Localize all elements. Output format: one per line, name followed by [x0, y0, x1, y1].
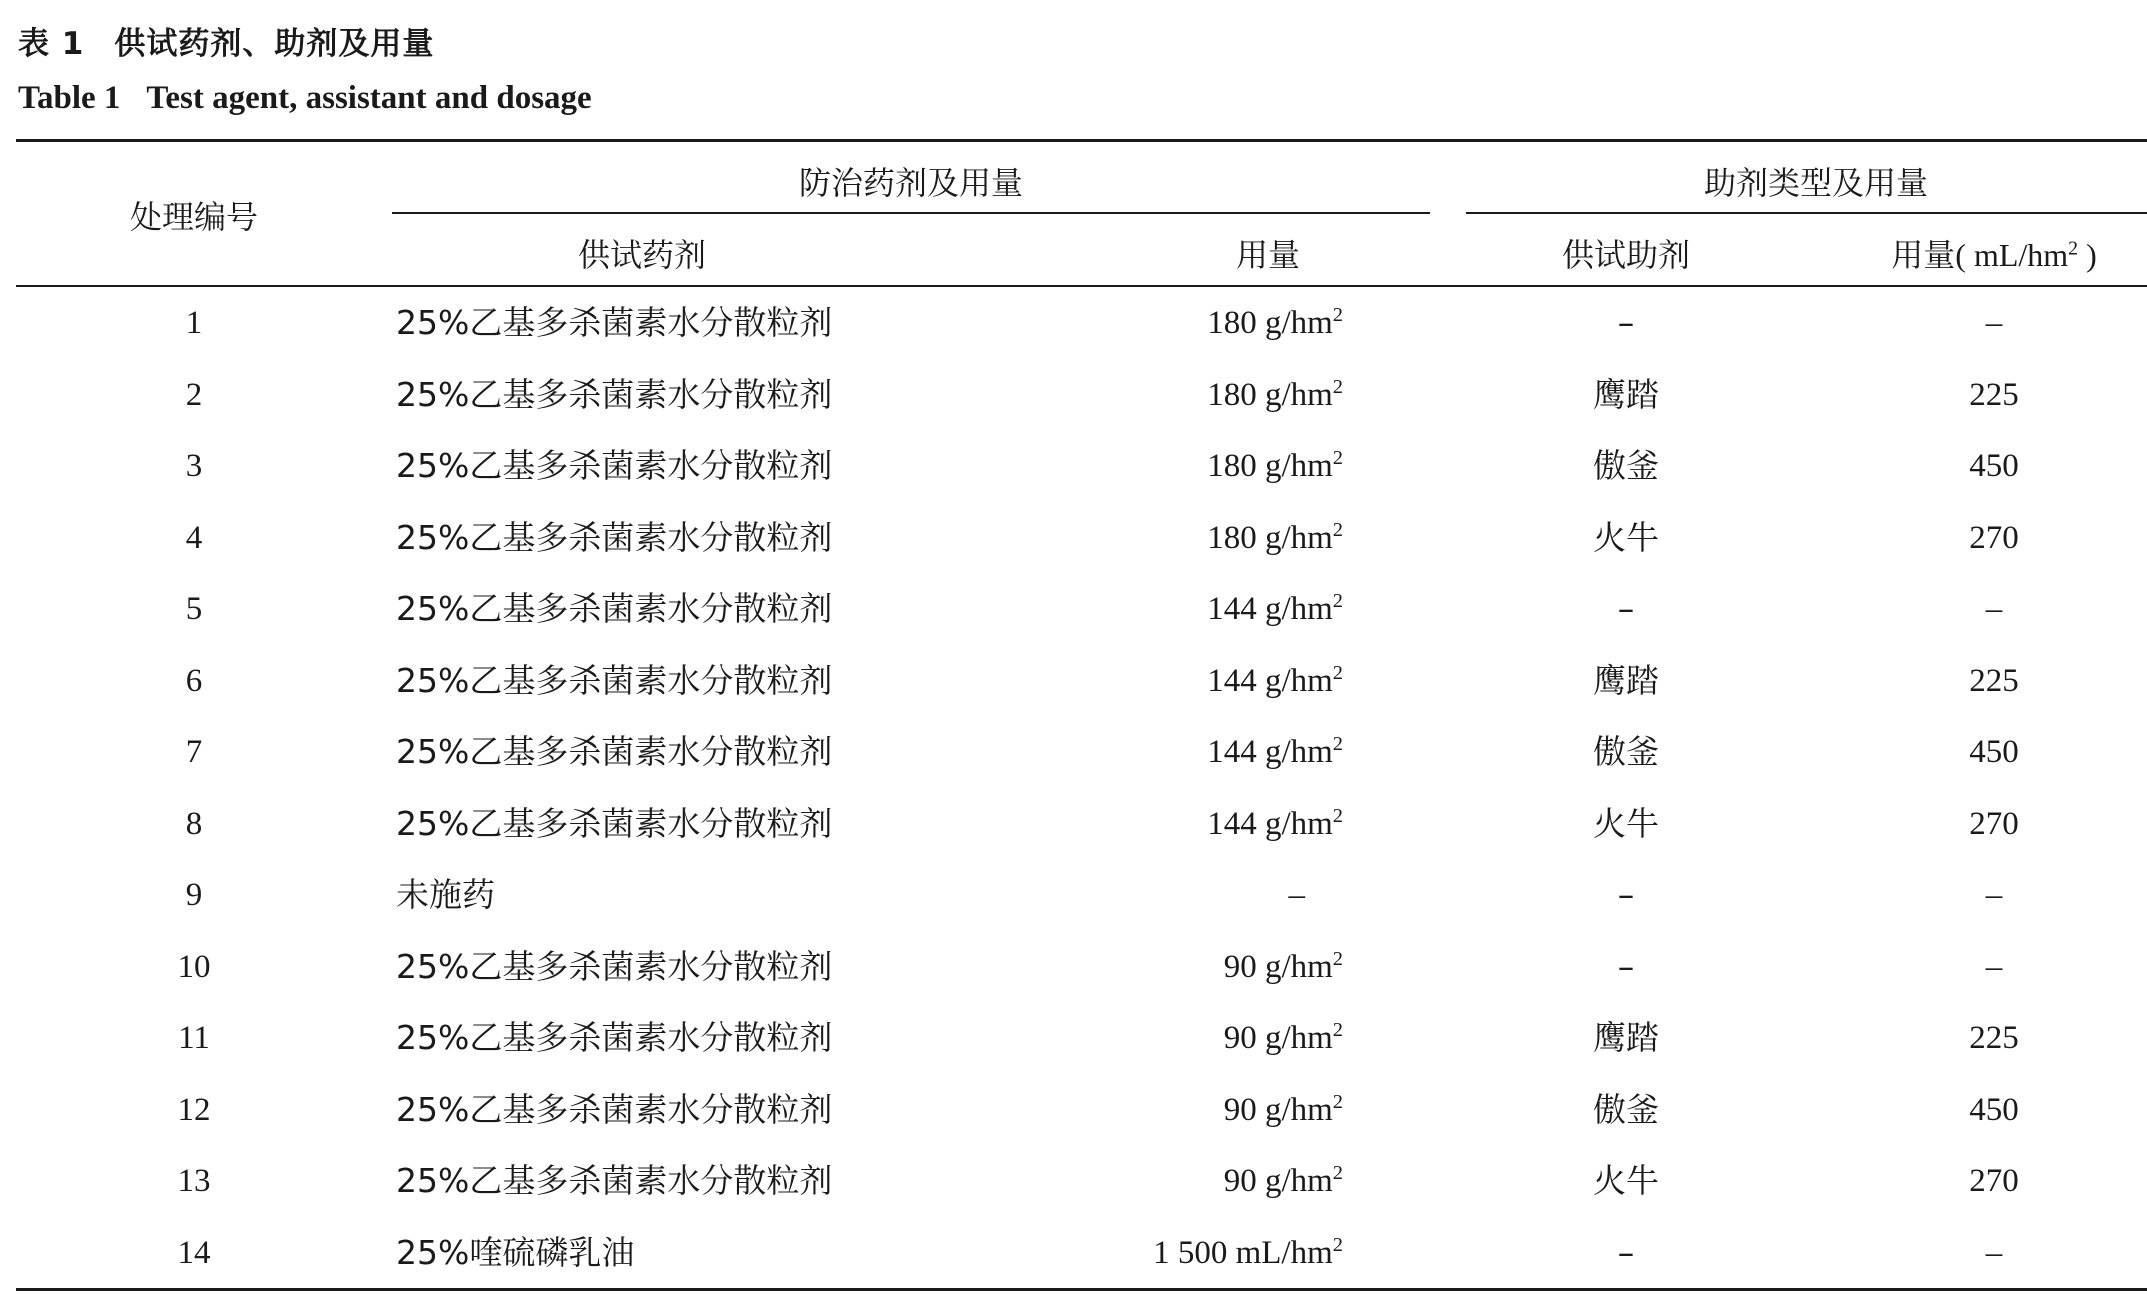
table-label-en: Table 1	[18, 80, 121, 116]
dose-unit-exponent: 2	[1332, 518, 1343, 541]
dose-value: 90 g/hm	[1223, 1091, 1333, 1128]
dose-cell	[1207, 359, 1343, 431]
dose-value: 144 g/hm	[1207, 591, 1333, 627]
treatment-no-cell: 13	[177, 1163, 211, 1199]
adjuvant-dose-cell: –	[1985, 1234, 2003, 1271]
treatment-no-cell: 3	[185, 448, 203, 484]
dose-value: –	[1288, 877, 1305, 913]
dose-value: 1 500 mL/hm	[1153, 1234, 1333, 1271]
agent-cell: 25%乙基多杀菌素水分散粒剂	[396, 517, 833, 557]
dose-value: 90 g/hm	[1223, 1163, 1333, 1199]
adjuvant-dose-cell: 270	[1969, 519, 2019, 556]
header-agent: 供试药剂	[577, 236, 707, 274]
dose-value: 144 g/hm	[1207, 734, 1333, 770]
dose-cell	[1224, 1074, 1343, 1146]
table-row	[0, 1002, 2147, 1074]
dose-unit-exponent: 2	[1332, 590, 1343, 612]
dose-value: 90 g/hm	[1223, 948, 1333, 985]
table-label-cn: 表 1	[18, 26, 85, 62]
table-row	[0, 287, 2147, 359]
table-row	[0, 1217, 2147, 1289]
adjuvant-cell: 傲釜	[1593, 732, 1659, 771]
adjuvant-dose-cell: 450	[1969, 448, 2019, 484]
header-treatment-no: 处理编号	[129, 198, 259, 236]
dose-cell	[1153, 1217, 1343, 1289]
adjuvant-group-rule	[1466, 212, 2147, 214]
agent-cell: 25%乙基多杀菌素水分散粒剂	[396, 1089, 833, 1129]
dose-unit-exponent: 2	[1332, 1162, 1343, 1184]
adjuvant-dose-cell: 270	[1969, 1163, 2019, 1199]
agent-cell: 25%乙基多杀菌素水分散粒剂	[396, 732, 833, 771]
table-top-rule	[16, 139, 2147, 142]
table-row	[0, 859, 2147, 931]
adjuvant-cell: 火牛	[1593, 1161, 1659, 1200]
adjuvant-dose-cell: 225	[1969, 662, 2019, 699]
header-adjuvant: 供试助剂	[1561, 236, 1691, 274]
adjuvant-cell: 火牛	[1593, 517, 1659, 557]
agent-cell: 25%乙基多杀菌素水分散粒剂	[396, 660, 833, 700]
table-row	[0, 931, 2147, 1003]
adjuvant-cell: –	[1617, 946, 1635, 986]
dose-cell	[1224, 931, 1343, 1003]
dose-cell	[1207, 788, 1343, 860]
treatment-no-cell: 7	[185, 734, 203, 770]
table-row	[0, 359, 2147, 431]
header-adjuvant-group: 助剂类型及用量	[1703, 164, 1929, 202]
table-row	[0, 645, 2147, 717]
table-title-cn: 供试药剂、助剂及用量	[114, 26, 435, 62]
adjuvant-dose-cell: 450	[1969, 1091, 2019, 1128]
treatment-no-cell: 1	[185, 305, 203, 341]
treatment-no-cell: 10	[177, 948, 211, 985]
table-row	[0, 788, 2147, 860]
dose-cell	[1207, 287, 1343, 359]
treatment-no-cell: 4	[185, 519, 203, 556]
table-row	[0, 573, 2147, 645]
dose-unit-exponent: 2	[1332, 304, 1343, 326]
agent-cell: 25%喹硫磷乳油	[396, 1232, 635, 1272]
adjuvant-cell: –	[1617, 589, 1635, 628]
dose-cell	[1224, 1002, 1343, 1074]
agent-cell: 25%乙基多杀菌素水分散粒剂	[396, 1161, 833, 1200]
adjuvant-cell: –	[1617, 875, 1635, 914]
dose-unit-exponent: 2	[1332, 1233, 1343, 1256]
dose-value: 180 g/hm	[1207, 448, 1333, 484]
dose-value: 180 g/hm	[1207, 519, 1333, 556]
agent-cell: 25%乙基多杀菌素水分散粒剂	[396, 1018, 833, 1057]
treatment-no-cell: 12	[177, 1091, 211, 1128]
table-caption-cn	[18, 18, 434, 63]
header-control-group: 防治药剂及用量	[798, 164, 1024, 202]
adjuvant-dose-cell: 450	[1969, 734, 2019, 770]
dose-unit-exponent: 2	[1332, 947, 1343, 970]
treatment-no-cell: 6	[185, 662, 203, 699]
dose-unit-exponent: 2	[1332, 733, 1343, 755]
header-adjuvant-dose-unit: ( $mL/hm^2$ )	[1955, 237, 2097, 273]
dose-cell	[1207, 716, 1343, 788]
adjuvant-dose-cell: –	[1985, 877, 2003, 913]
adjuvant-cell: 傲釜	[1593, 446, 1659, 485]
adjuvant-dose-cell: 225	[1969, 1020, 2019, 1056]
adjuvant-cell: –	[1617, 1232, 1635, 1272]
agent-cell: 25%乙基多杀菌素水分散粒剂	[396, 803, 833, 843]
agent-cell: 25%乙基多杀菌素水分散粒剂	[396, 946, 833, 986]
dose-cell	[1224, 1145, 1343, 1217]
adjuvant-cell: 火牛	[1593, 803, 1659, 843]
header-dose: 用量	[1235, 236, 1301, 274]
adjuvant-cell: 鹰踏	[1593, 374, 1659, 414]
dose-unit-exponent: 2	[1332, 1090, 1343, 1113]
agent-cell: 25%乙基多杀菌素水分散粒剂	[396, 446, 833, 485]
agent-cell: 25%乙基多杀菌素水分散粒剂	[396, 303, 833, 342]
agent-cell: 未施药	[396, 875, 495, 914]
adjuvant-dose-cell: –	[1985, 305, 2003, 341]
dose-unit-exponent: 2	[1332, 447, 1343, 469]
treatment-no-cell: 11	[178, 1020, 210, 1056]
table-row	[0, 1145, 2147, 1217]
treatment-no-cell: 9	[185, 877, 203, 913]
adjuvant-dose-cell: –	[1985, 948, 2003, 985]
dose-value: 180 g/hm	[1207, 376, 1333, 413]
adjuvant-dose-cell: 225	[1969, 376, 2019, 413]
dose-unit-exponent: 2	[1332, 661, 1343, 684]
table-row	[0, 502, 2147, 574]
table-caption-en	[18, 80, 592, 117]
dose-cell	[1289, 859, 1306, 931]
adjuvant-cell: 鹰踏	[1593, 660, 1659, 700]
header-adjuvant-dose	[1891, 230, 2096, 276]
table-row	[0, 430, 2147, 502]
treatment-no-cell: 8	[185, 805, 203, 842]
dose-unit-exponent: 2	[1332, 375, 1343, 398]
dose-value: 144 g/hm	[1207, 662, 1333, 699]
dose-unit-exponent: 2	[1332, 1019, 1343, 1041]
dose-cell	[1207, 430, 1343, 502]
table-row	[0, 716, 2147, 788]
treatment-no-cell: 14	[177, 1234, 211, 1271]
dose-cell	[1207, 573, 1343, 645]
adjuvant-cell: –	[1617, 303, 1635, 342]
agent-cell: 25%乙基多杀菌素水分散粒剂	[396, 374, 833, 414]
treatment-no-cell: 2	[185, 376, 203, 413]
table-row	[0, 1074, 2147, 1146]
treatment-no-cell: 5	[185, 591, 203, 627]
header-adjuvant-dose-label: 用量	[1891, 236, 1956, 274]
agent-cell: 25%乙基多杀菌素水分散粒剂	[396, 589, 833, 628]
control-group-rule	[392, 212, 1430, 214]
adjuvant-cell: 傲釜	[1593, 1089, 1659, 1129]
dose-value: 180 g/hm	[1207, 305, 1333, 341]
dose-value: 144 g/hm	[1207, 805, 1333, 842]
adjuvant-dose-cell: 270	[1969, 805, 2019, 842]
dose-cell	[1207, 645, 1343, 717]
dose-value: 90 g/hm	[1223, 1020, 1333, 1056]
adjuvant-cell: 鹰踏	[1593, 1018, 1659, 1057]
table-title-en: Test agent, assistant and dosage	[146, 80, 592, 116]
adjuvant-dose-cell: –	[1985, 591, 2003, 627]
dose-unit-exponent: 2	[1332, 804, 1343, 827]
dose-cell	[1207, 502, 1343, 574]
